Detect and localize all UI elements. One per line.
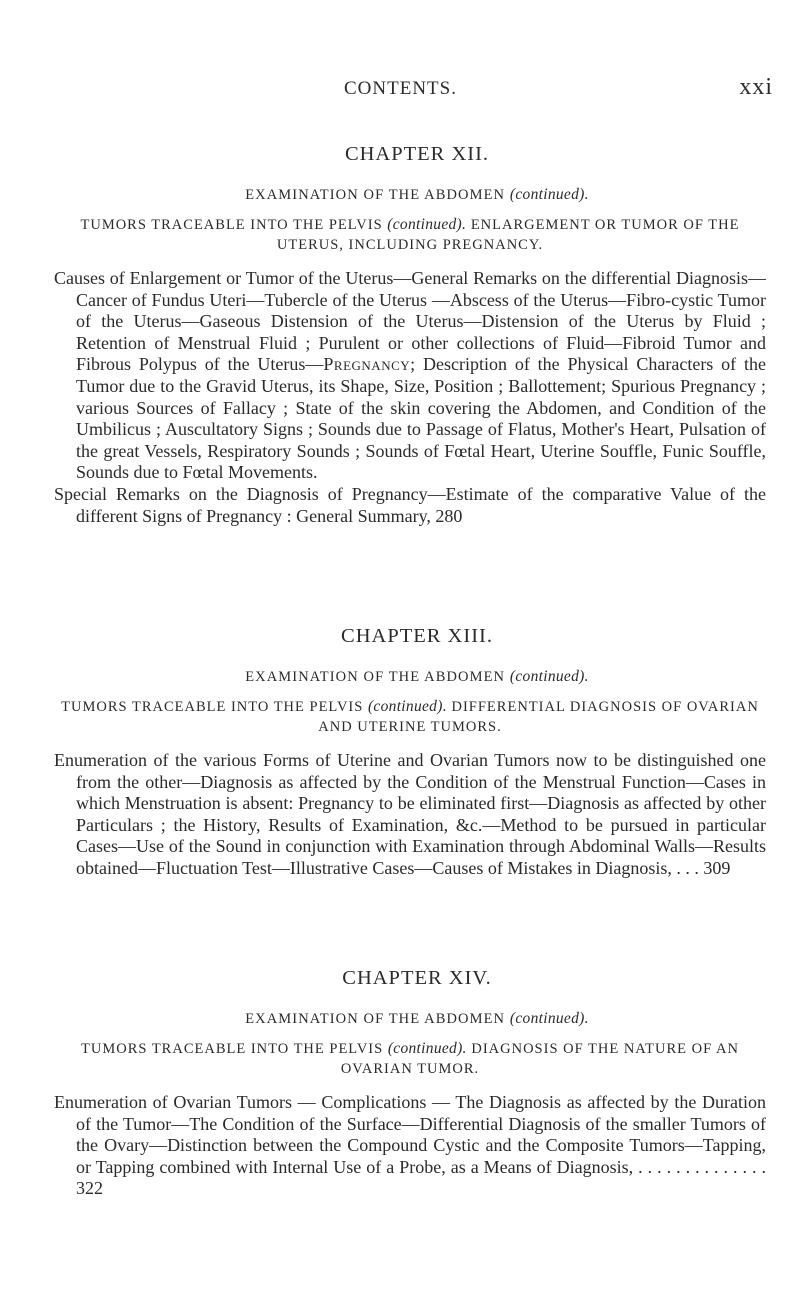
topic-text-b: DIAGNOSIS OF THE NATURE OF AN OVARIAN TUMOR. [340,1041,739,1077]
synopsis-paragraph [54,268,766,484]
continued-label: (continued). [509,1010,589,1027]
chapter-heading: CHAPTER XIV. [342,967,492,989]
chapter-topic [54,1039,766,1079]
chapter-subject [54,667,766,687]
subject-text: EXAMINATION OF THE ABDOMEN [245,1011,506,1027]
topic-text-a: TUMORS TRACEABLE INTO THE PELVIS [61,699,364,715]
subject-text: EXAMINATION OF THE ABDOMEN [245,669,506,685]
synopsis-text: Special Remarks on the Diagnosis of Pregnancy—Estimate of the comparative Value of the different Signs of Pregnancy : General Summary, [54,483,766,526]
synopsis-paragraph [54,484,766,527]
continued-label: (continued). [387,1040,467,1057]
chapter-topic [54,697,766,737]
chapter-xiii [54,624,766,880]
running-head [0,74,801,102]
chapter-heading: CHAPTER XIII. [341,625,493,647]
page-reference: 322 [76,1178,103,1199]
continued-label: (continued). [509,186,589,203]
chapter-xii [54,142,766,527]
chapter-xiv [54,966,766,1200]
synopsis-text-after: ; Description of the Physical Characters of the Tumor due to the Gravid Uterus, its Shape, Size, Position ; Ballottement; Spurious Pregnancy ; various Sources of Fallacy ; State of the skin covering the Abdomen, and Condition of the Umbilicus ; Auscultatory Signs ; Sounds due to Passage of Flatus, Mother's Heart, Pulsation of the great Vessels, Respiratory Sounds ; Sounds of Fœtal Heart, Uterine Souffle, Funic Souffle, Sounds due to Fœtal Movements. [76,354,766,483]
chapter-subject [54,185,766,205]
synopsis-smallcaps: Pregnancy [323,354,411,375]
topic-text-a: TUMORS TRACEABLE INTO THE PELVIS [80,217,383,233]
synopsis-text: Causes of Enlargement or Tumor of the Uterus—General Remarks on the differential Diagnosis—Cancer of Fundus Uteri—Tubercle of the Uterus —Abscess of the Uterus—Fibro-cystic Tumor of the Uterus—Gaseous Distension of the Uterus—Distension of the Uterus by Fluid ; Retention of Menstrual Fluid ; Purulent or other collections of Fluid—Fibroid Tumor and Fibrous Polypus of the Uterus— [54,268,766,375]
continued-label: (continued). [387,216,467,233]
continued-label: (continued). [509,668,589,685]
page-reference: 280 [435,505,463,526]
chapter-topic [54,215,766,255]
chapter-heading: CHAPTER XII. [344,143,490,165]
topic-text-b: ENLARGEMENT OR TUMOR OF THE UTERUS, INCLUDING PREGNANCY. [276,217,740,253]
synopsis-paragraph [54,750,766,880]
synopsis-text: Enumeration of Ovarian Tumors — Complications — The Diagnosis as affected by the Duration of the Tumor—The Condition of the Surface—Differential Diagnosis of the smaller Tumors of the Ovary—Distinction between the Compound Cystic and the Composite Tumors—Tapping, or Tapping combined with Internal Use of a Probe, as a Means of Diagnosis, . . . . . . . . . . . . . . [54,1092,766,1177]
page-numeral: xxi [739,74,773,100]
topic-text-a: TUMORS TRACEABLE INTO THE PELVIS [81,1041,384,1057]
chapter-subject [54,1009,766,1029]
continued-label: (continued). [367,698,447,715]
synopsis-paragraph [54,1092,766,1200]
subject-text: EXAMINATION OF THE ABDOMEN [245,187,506,203]
page-reference: 309 [703,857,731,878]
running-title: CONTENTS. [344,78,457,99]
synopsis-text: Enumeration of the various Forms of Uterine and Ovarian Tumors now to be distinguished one from the other—Diagnosis as affected by the Condition of the Menstrual Function—Cases in which Menstruation is absent: Pregnancy to be eliminated first—Diagnosis as affected by other Particulars ; the History, Results of Examination, &c.—Method to be pursued in particular Cases—Use of the Sound in conjunction with Examination through Abdominal Walls—Results obtained—Fluctuation Test—Illustrative Cases—Causes of Mistakes in Diagnosis, . . . [54,750,766,878]
topic-text-b: DIFFERENTIAL DIAGNOSIS OF OVARIAN AND UTERINE TUMORS. [318,699,759,735]
